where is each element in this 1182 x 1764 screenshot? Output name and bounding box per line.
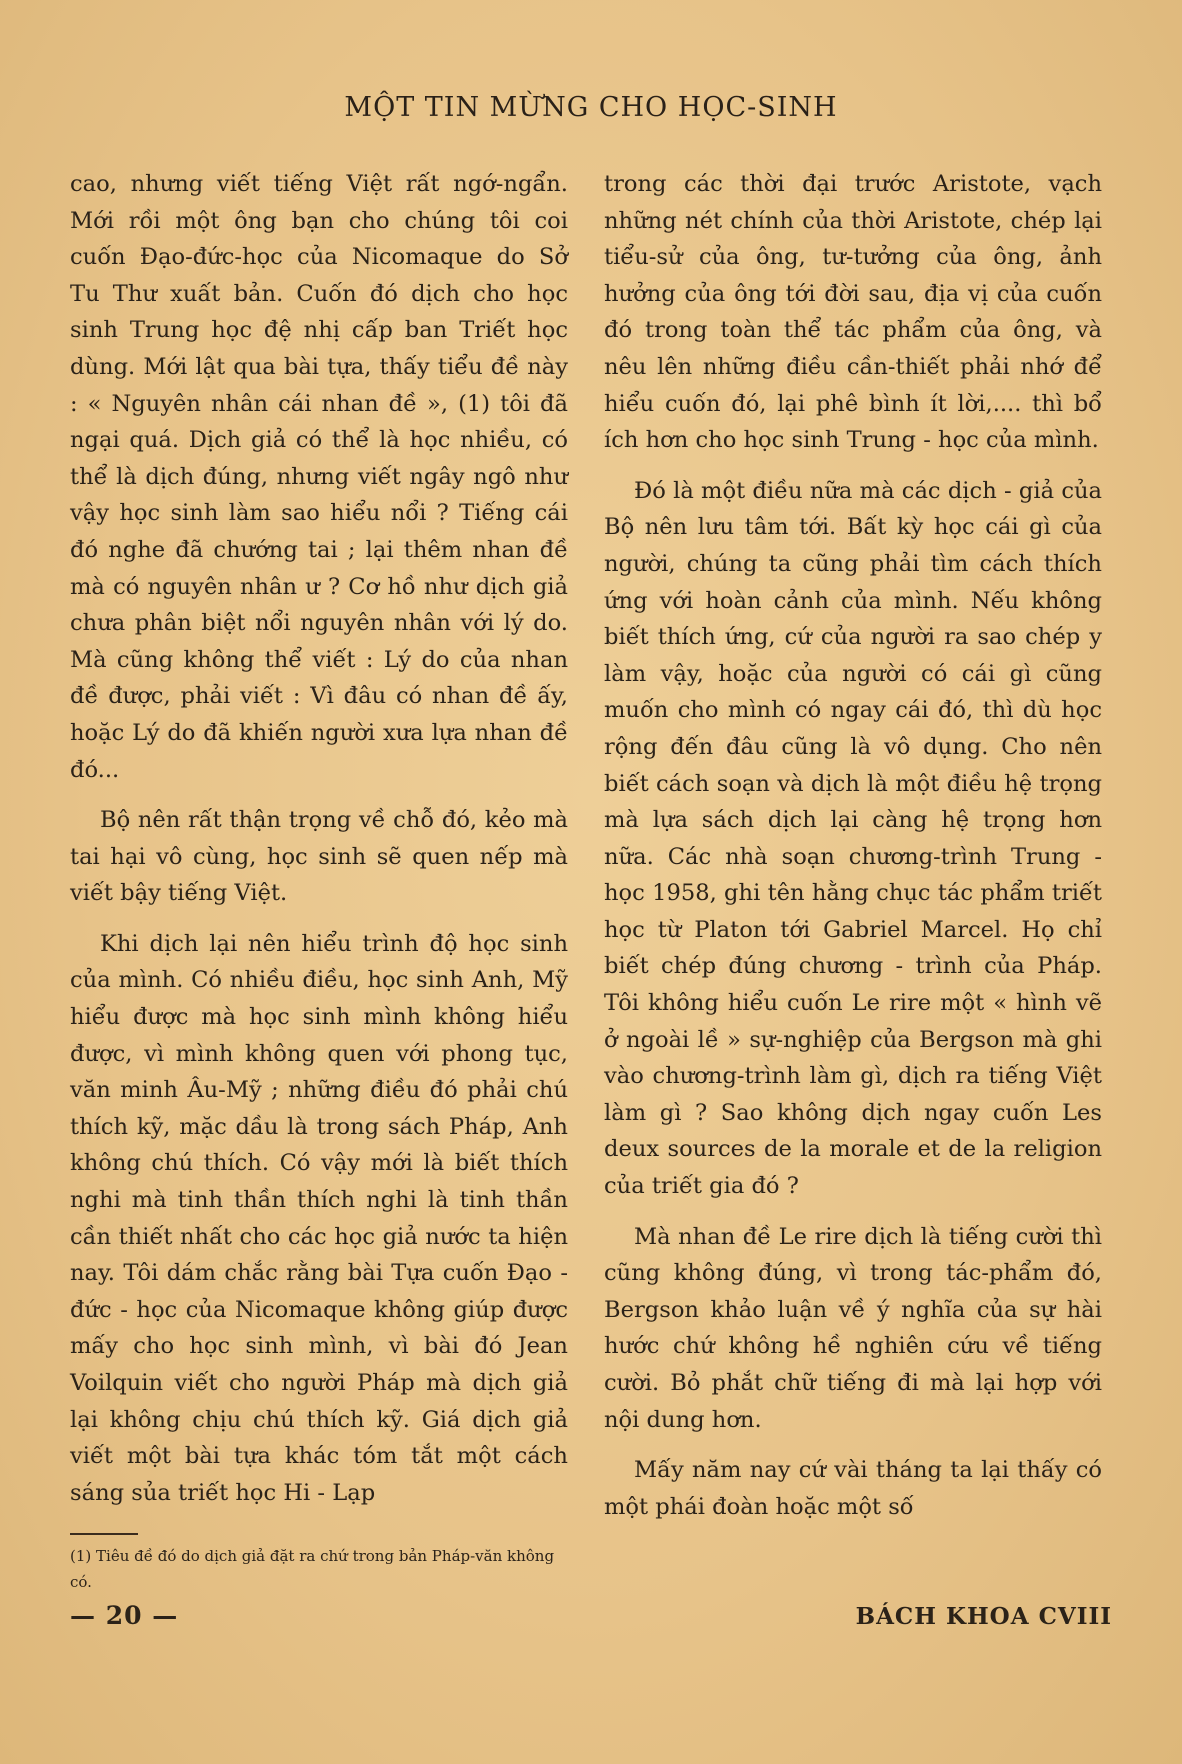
right-paragraph-3: Mà nhan đề Le rire dịch là tiếng cười thì cũng không đúng, vì trong tác-phẩm đó, Bergson khảo luận về ý nghĩa của sự hài hước chứ không hề nghiên cứu về tiếng cười. Bỏ phắt chữ tiếng đi mà lại hợp với nội dung hơn. [604, 1223, 1102, 1433]
running-head: MỘT TIN MỪNG CHO HỌC-SINH [344, 92, 838, 123]
left-paragraph-1: cao, nhưng viết tiếng Việt rất ngớ-ngẩn. Mới rồi một ông bạn cho chúng tôi coi cuốn Đạo-đức-học của Nicomaque do Sở Tu Thư xuất bản. Cuốn đó dịch cho học sinh Trung học đệ nhị cấp ban Triết học dùng. Mới lật qua bài tựa, thấy tiểu đề này : « Nguyên nhân cái nhan đề », (1) tôi đã ngại quá. Dịch giả có thể là học nhiều, có thể là dịch đúng, nhưng viết ngây ngô như vậy học sinh làm sao hiểu nổi ? Tiếng cái đó nghe đã chướng tai ; lại thêm nhan đề mà có nguyên nhân ư ? Cơ hồ như dịch giả chưa phân biệt nổi nguyên nhân với lý do. Mà cũng không thể viết : Lý do của nhan đề được, phải viết : Vì đâu có nhan đề ấy, hoặc Lý do đã khiến người xưa lựa nhan đề đó... [70, 171, 568, 783]
journal-name: BÁCH KHOA CVIII [855, 1603, 1112, 1630]
page-number: — 20 — [70, 1601, 179, 1630]
right-column [604, 166, 1102, 1539]
right-paragraph-1: trong các thời đại trước Aristote, vạch những nét chính của thời Aristote, chép lại tiểu-sử của ông, tư-tưởng của ông, ảnh hưởng của ông tới đời sau, địa vị của cuốn đó trong toàn thể tác phẩm của ông, và nêu lên những điều cần-thiết phải nhớ để hiểu cuốn đó, lại phê bình ít lời,.... thì bổ ích hơn cho học sinh Trung - học của mình. [604, 171, 1102, 454]
left-paragraph-2: Bộ nên rất thận trọng về chỗ đó, kẻo mà tai hại vô cùng, học sinh sẽ quen nếp mà viết bậy tiếng Việt. [70, 807, 568, 907]
footnote: (1) Tiêu đề đó do dịch giả đặt ra chứ trong bản Pháp-văn không có. [70, 1547, 555, 1592]
footnote-divider [70, 1533, 138, 1535]
left-paragraph-3: Khi dịch lại nên hiểu trình độ học sinh của mình. Có nhiều điều, học sinh Anh, Mỹ hiểu được mà học sinh mình không hiểu được, vì mình không quen với phong tục, văn minh Âu-Mỹ ; những điều đó phải chú thích kỹ, mặc dầu là trong sách Pháp, Anh không chú thích. Có vậy mới là biết thích nghi mà tinh thần thích nghi là tinh thần cần thiết nhất cho các học giả nước ta hiện nay. Tôi dám chắc rằng bài Tựa cuốn Đạo - đức - học của Nicomaque không giúp được mấy cho học sinh mình, vì bài đó Jean Voilquin viết cho người Pháp mà dịch giả lại không chịu chú thích kỹ. Giá dịch giả viết một bài tựa khác tóm tắt một cách sáng sủa triết học Hi - Lạp [70, 930, 568, 1506]
right-paragraph-4: Mấy năm nay cứ vài tháng ta lại thấy có một phái đoàn hoặc một số [604, 1457, 1102, 1520]
right-paragraph-2: Đó là một điều nữa mà các dịch - giả của Bộ nên lưu tâm tới. Bất kỳ học cái gì của người, chúng ta cũng phải tìm cách thích ứng với hoàn cảnh của mình. Nếu không biết thích ứng, cứ của người ra sao chép y làm vậy, hoặc của người có cái gì cũng muốn cho mình có ngay cái đó, thì dù học rộng đến đâu cũng là vô dụng. Cho nên biết cách soạn và dịch là một điều hệ trọng mà lựa sách dịch lại càng hệ trọng hơn nữa. Các nhà soạn chương-trình Trung - học 1958, ghi tên hằng chục tác phẩm triết học từ Platon tới Gabriel Marcel. Họ chỉ biết chép đúng chương - trình của Pháp. Tôi không hiểu cuốn Le rire một « hình vẽ ở ngoài lề » sự-nghiệp của Bergson mà ghi vào chương-trình làm gì, dịch ra tiếng Việt làm gì ? Sao không dịch ngay cuốn Les deux sources de la morale et de la religion của triết gia đó ? [604, 477, 1102, 1200]
left-column [70, 166, 568, 1609]
